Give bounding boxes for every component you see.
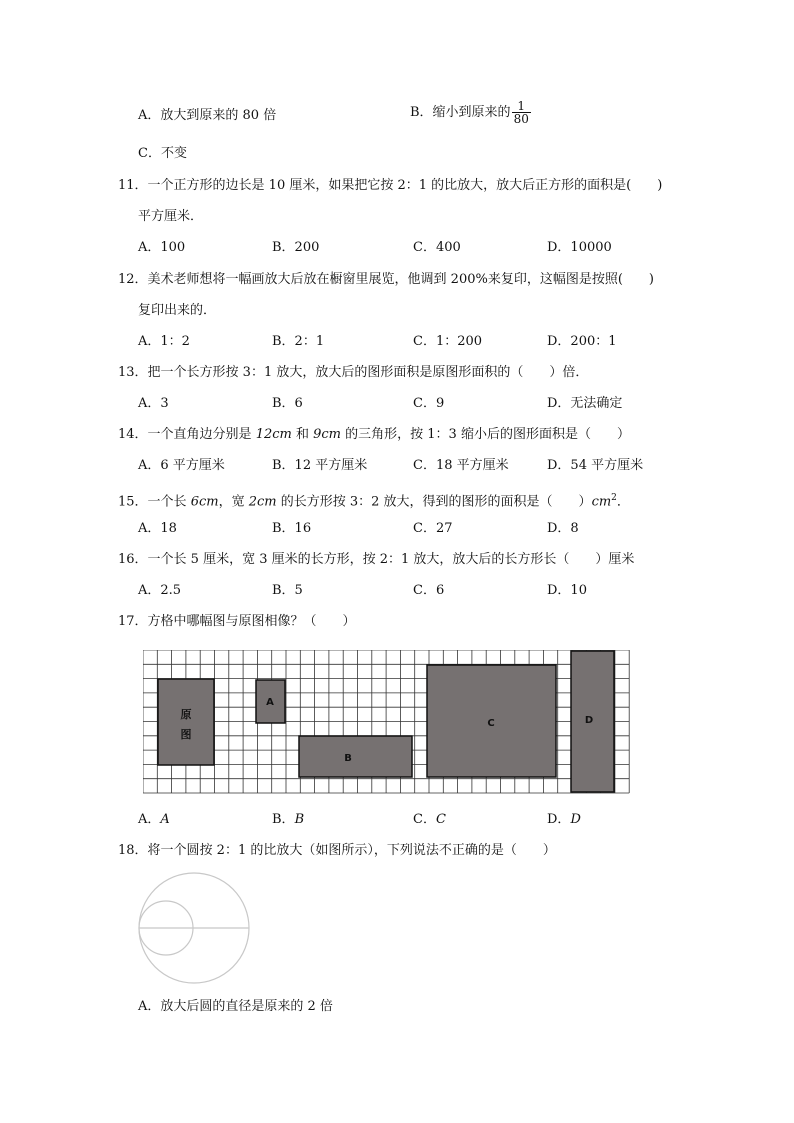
shape-b-label: B: [344, 753, 352, 764]
q14-stem-suffix: 的三角形，按 1：3 缩小后的图形面积是（ ）: [341, 427, 630, 442]
q11-option-a[interactable]: A．100: [138, 240, 186, 255]
q18-stem: 18．将一个圆按 2：1 的比放大（如图所示），下列说法不正确的是（ ）: [118, 843, 556, 858]
q13-option-b[interactable]: B．6: [272, 396, 303, 411]
q12-option-c[interactable]: C．1：200: [413, 334, 483, 349]
q11-option-b[interactable]: B．200: [272, 240, 320, 255]
q16-option-b[interactable]: B．5: [272, 583, 303, 598]
fraction-numerator: 1: [517, 99, 526, 113]
shape-a-label: A: [266, 697, 274, 708]
q17-option-a-prefix: A．: [138, 812, 161, 827]
q18-circle-figure: [136, 872, 256, 988]
q15-value-2: 2cm: [248, 494, 277, 510]
original-shape: [158, 679, 214, 765]
q15-option-b[interactable]: B．16: [272, 521, 312, 536]
q15-value-1: 6cm: [190, 494, 219, 510]
q14-stem-prefix: 14．一个直角边分别是: [118, 427, 256, 442]
q12-option-d[interactable]: D．200：1: [547, 334, 617, 349]
shape-a: [256, 680, 285, 723]
q14-option-b[interactable]: B．12 平方厘米: [272, 458, 368, 473]
q17-option-a-value: A: [160, 812, 170, 827]
q14-option-d[interactable]: D．54 平方厘米: [547, 458, 644, 473]
q16-option-c[interactable]: C．6: [413, 583, 445, 598]
q15-stem-suffix: 的长方形按 3：2 放大，得到的图形的面积是（ ）: [276, 494, 592, 510]
q15-unit-exponent: 2: [611, 493, 617, 503]
q11-option-c[interactable]: C．400: [413, 240, 461, 255]
fraction-denominator: 80: [513, 112, 529, 126]
q14-stem-mid: 和: [291, 427, 314, 442]
q14-stem: [118, 427, 630, 443]
q10-option-c[interactable]: C．不变: [138, 146, 187, 161]
q15-option-d[interactable]: D．8: [547, 521, 579, 536]
q10-option-b-text: B．缩小到原来的: [410, 105, 511, 120]
shape-b-rectangle: [299, 736, 412, 777]
original-label-1: 原: [180, 708, 192, 721]
q16-option-d[interactable]: D．10: [547, 583, 587, 598]
q12-option-a[interactable]: A．1：2: [138, 334, 190, 349]
q17-option-b-prefix: B．: [272, 812, 295, 827]
shape-c-label: C: [487, 718, 495, 729]
q17-option-c[interactable]: [413, 812, 446, 828]
q14-value-1: 12cm: [255, 427, 292, 442]
q16-option-a[interactable]: A．2.5: [138, 583, 182, 598]
q17-option-b-value: B: [294, 812, 305, 827]
q13-option-a[interactable]: A．3: [138, 396, 169, 411]
q11-stem-cont: 平方厘米．: [138, 209, 204, 224]
q15-option-a[interactable]: A．18: [138, 521, 177, 536]
q11-option-d[interactable]: D．10000: [547, 240, 612, 255]
q17-stem: 17．方格中哪幅图与原图相像？（ ）: [118, 614, 356, 629]
q10-option-b[interactable]: [410, 100, 531, 125]
q17-option-c-prefix: C．: [413, 812, 436, 827]
q14-option-c[interactable]: C．18 平方厘米: [413, 458, 509, 473]
q15-stem-mid: ，宽: [218, 494, 249, 510]
q18-option-a[interactable]: A．放大后圆的直径是原来的 2 倍: [138, 999, 333, 1014]
q12-stem-cont: 复印出来的．: [138, 303, 217, 318]
q17-option-d[interactable]: [547, 812, 581, 828]
q17-option-d-value: D: [570, 812, 581, 827]
shape-b: [299, 736, 412, 777]
q17-option-c-value: C: [435, 812, 446, 827]
q11-stem: 11．一个正方形的边长是 10 厘米，如果把它按 2：1 的比放大，放大后正方形的面积是( ): [118, 178, 663, 193]
q13-option-d[interactable]: D．无法确定: [547, 396, 623, 411]
q17-option-a[interactable]: [138, 812, 170, 828]
shape-d: [571, 651, 614, 792]
original-rectangle: [158, 679, 214, 765]
q16-stem: 16．一个长 5 厘米，宽 3 厘米的长方形，按 2：1 放大，放大后的长方形长（ ）厘米: [118, 552, 635, 567]
q15-stem-prefix: 15．一个长: [118, 494, 191, 510]
q15-stem-end: ．: [616, 494, 630, 510]
original-label-2: 图: [180, 728, 192, 741]
q12-option-b[interactable]: B．2：1: [272, 334, 325, 349]
q10-option-a[interactable]: A．放大到原来的 80 倍: [138, 108, 277, 123]
q12-stem: 12．美术老师想将一幅画放大后放在橱窗里展览，他调到 200%来复印，这幅图是按照( ): [118, 272, 654, 287]
q17-option-b[interactable]: [272, 812, 304, 828]
q14-option-a[interactable]: A．6 平方厘米: [138, 458, 225, 473]
q13-option-c[interactable]: C．9: [413, 396, 445, 411]
shape-c: [427, 665, 556, 777]
q15-unit: cm: [591, 494, 612, 510]
q15-option-c[interactable]: C．27: [413, 521, 453, 536]
q17-option-d-prefix: D．: [547, 812, 571, 827]
q17-grid-figure: [143, 650, 630, 795]
q15-stem: [118, 490, 630, 510]
q13-stem: 13．把一个长方形按 3：1 放大，放大后的图形面积是原图形面积的（ ）倍．: [118, 365, 589, 380]
shape-d-label: D: [584, 715, 594, 726]
q10-option-b-fraction: [512, 100, 531, 125]
q14-value-2: 9cm: [313, 427, 341, 442]
